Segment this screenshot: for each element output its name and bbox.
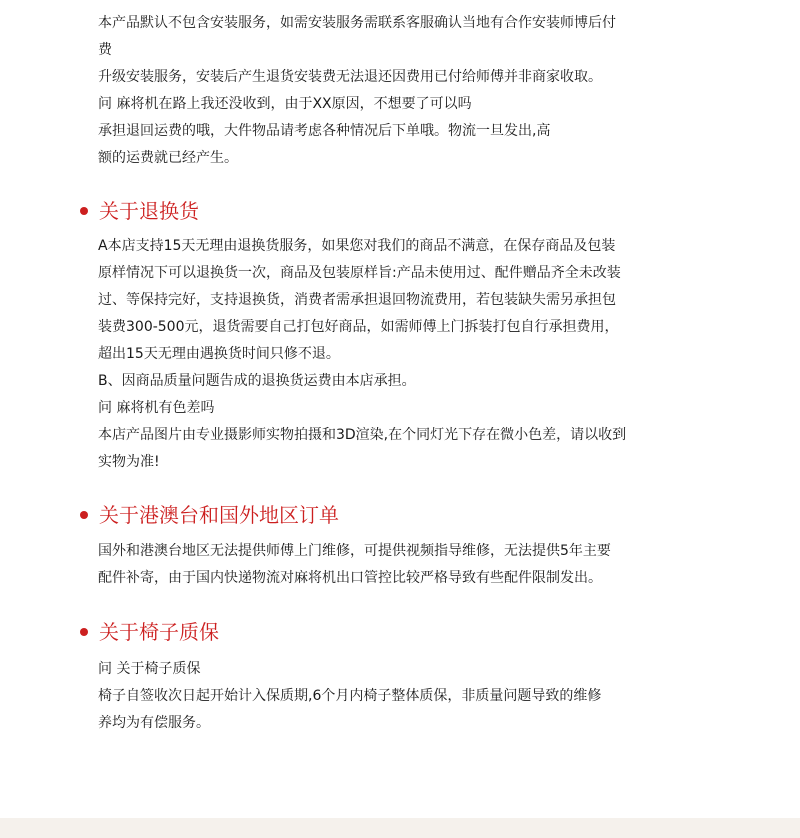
section-line: 问 麻将机有色差吗 xyxy=(98,400,215,416)
section-heading-chair-warranty xyxy=(80,617,219,647)
intro-line: 承担退回运费的哦，大件物品请考虑各种情况后下单哦。物流一旦发出,高 xyxy=(98,123,551,139)
bullet-icon xyxy=(80,207,88,215)
section-heading-returns xyxy=(80,196,199,226)
section-line: 问 关于椅子质保 xyxy=(98,661,201,677)
intro-line: 本产品默认不包含安装服务，如需安装服务需联系客服确认当地有合作安装师博后付 xyxy=(98,15,616,31)
section-line: 原样情况下可以退换货一次，商品及包装原样旨:产品未使用过、配件赠品齐全未改装 xyxy=(98,265,621,281)
intro-text xyxy=(98,10,718,172)
section-body-overseas xyxy=(98,538,718,592)
section-line: B、因商品质量问题告成的退换货运费由本店承担。 xyxy=(98,373,416,389)
intro-line: 问 麻将机在路上我还没收到，由于XX原因，不想要了可以吗 xyxy=(98,96,472,112)
section-line: 国外和港澳台地区无法提供师傅上门维修，可提供视频指导维修，无法提供5年主要 xyxy=(98,543,611,559)
section-title: 关于退换货 xyxy=(99,199,199,223)
section-body-returns xyxy=(98,233,718,476)
section-line: 椅子自签收次日起开始计入保质期,6个月内椅子整体质保，非质量问题导致的维修 xyxy=(98,688,602,704)
bullet-icon xyxy=(80,511,88,519)
section-line: 超出15天无理由遇换货时间只修不退。 xyxy=(98,346,340,362)
section-line: 装费300-500元，退货需要自己打包好商品，如需师傅上门拆装打包自行承担费用， xyxy=(98,319,619,335)
section-line: A本店支持15天无理由退换货服务，如果您对我们的商品不满意，在保存商品及包装 xyxy=(98,238,616,254)
section-title: 关于椅子质保 xyxy=(99,620,219,644)
section-body-chair-warranty xyxy=(98,656,718,737)
section-title: 关于港澳台和国外地区订单 xyxy=(99,503,339,527)
section-line: 配件补寄，由于国内快递物流对麻将机出口管控比较严格导致有些配件限制发出。 xyxy=(98,570,602,586)
intro-line: 额的运费就已经产生。 xyxy=(98,150,238,166)
intro-line: 费 xyxy=(98,42,112,58)
section-line: 实物为准! xyxy=(98,454,160,470)
intro-line: 升级安装服务，安装后产生退货安装费无法退还因费用已付给师傅并非商家收取。 xyxy=(98,69,602,85)
section-line: 本店产品图片由专业摄影师实物拍摄和3D渲染,在个同灯光下存在微小色差，请以收到 xyxy=(98,427,627,443)
bullet-icon xyxy=(80,628,88,636)
section-heading-overseas xyxy=(80,500,339,530)
footer-strip xyxy=(0,818,800,838)
section-line: 养均为有偿服务。 xyxy=(98,715,210,731)
section-line: 过、等保持完好，支持退换货，消费者需承担退回物流费用，若包装缺失需另承担包 xyxy=(98,292,616,308)
